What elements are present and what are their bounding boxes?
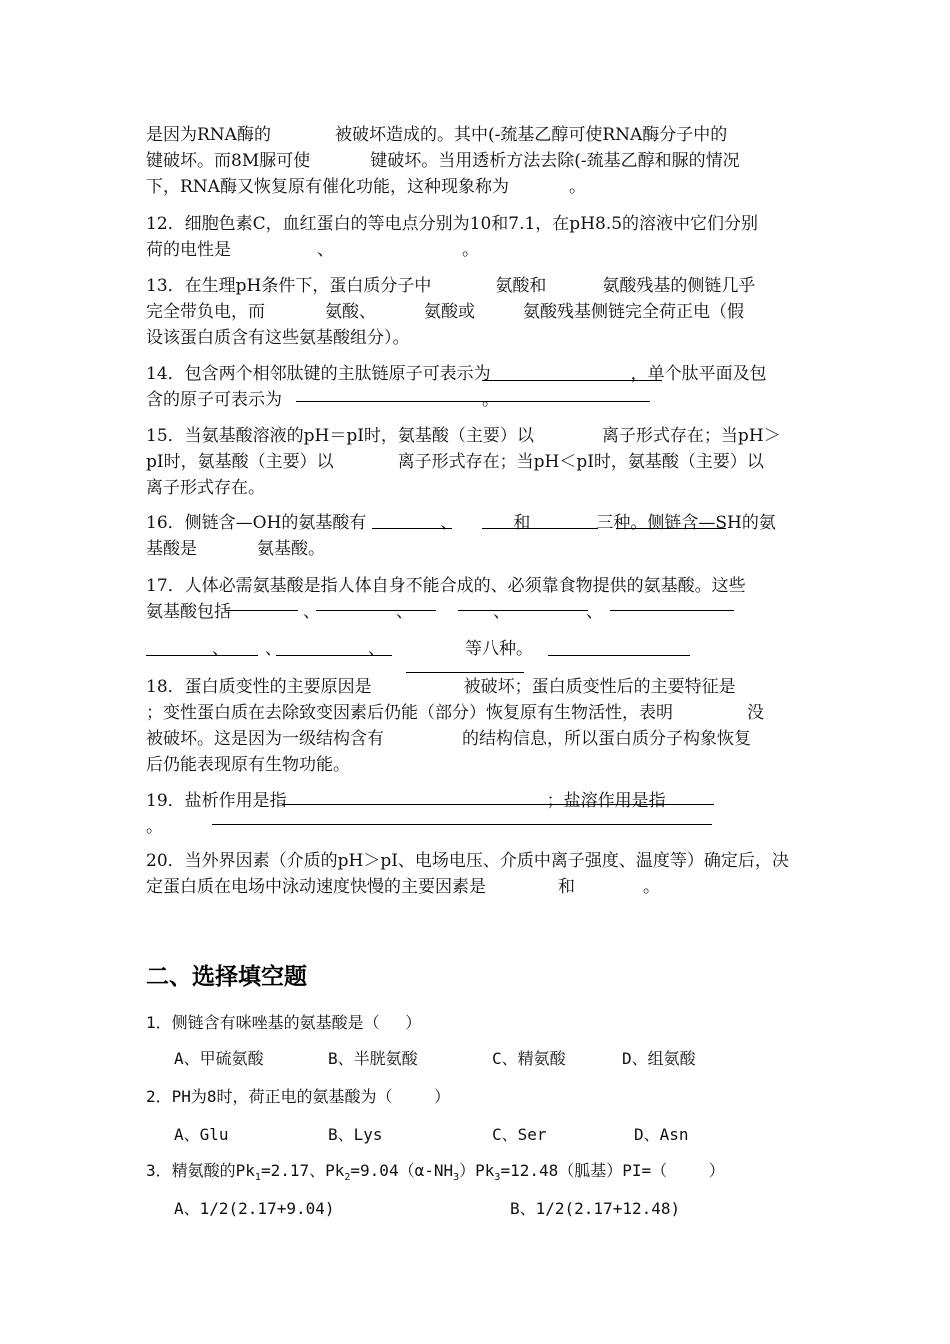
q18-line-2: ；变性蛋白质在去除致变因素后仍能（部分）恢复原有生物活性，表明 没 [146, 703, 764, 723]
q17-line-2: 氨基酸包括 、 、 、 、 [146, 602, 603, 622]
q17-line-1: 17．人体必需氨基酸是指人体自身不能合成的、必须靠食物提供的氨基酸。这些 [146, 576, 746, 596]
mc-q3-opt-b[interactable]: B、1/2(2.17+12.48) [510, 1199, 681, 1218]
q19-line-2: 。 [146, 817, 163, 837]
q13-line-2: 完全带负电，而 氨酸、 氨酸或 氨酸残基侧链完全荷正电（假 [146, 302, 744, 322]
q16-line-2: 基酸是 氨基酸。 [146, 539, 325, 559]
q11-line-1: 是因为RNA酶的 被破坏造成的。其中(-巯基乙醇可使RNA酶分子中的 [146, 125, 728, 145]
q14-line-1: 14．包含两个相邻肽键的主肽链原子可表示为 ，单个肽平面及包 [146, 364, 767, 384]
q15-line-1: 15．当氨基酸溶液的pH＝pI时，氨基酸（主要）以 离子形式存在；当pH＞ [146, 426, 781, 446]
mc-q3-opt-a[interactable]: A、1/2(2.17+9.04) [174, 1199, 335, 1218]
q19-blank-1 [282, 804, 714, 805]
mc-q1-opt-c[interactable]: C、精氨酸 [492, 1049, 566, 1068]
q11-line-2: 键破坏。而8M脲可使 键破坏。当用透析方法去除(-巯基乙醇和脲的情况 [146, 151, 740, 171]
q16-blank-1 [372, 528, 452, 529]
q16-line-1: 16．侧链含—OH的氨基酸有 、 和 三种。侧链含—SH的氨 [146, 513, 776, 533]
mc-q2-opt-d[interactable]: D、Asn [634, 1125, 689, 1144]
section-title: 二、选择填空题 [146, 964, 307, 990]
mc-q2-opt-b[interactable]: B、Lys [328, 1125, 383, 1144]
q19-line-1: 19．盐析作用是指 ；盐溶作用是指 [146, 791, 666, 811]
q16-blank-3 [616, 528, 726, 529]
q17-blank-7 [548, 655, 690, 656]
mc-q1: 1．侧链含有咪唑基的氨基酸是（ ） [146, 1013, 422, 1032]
q20-line-1: 20．当外界因素（介质的pH＞pI、电场电压、介质中离子强度、温度等）确定后，决 [146, 851, 789, 871]
q12-line-1: 12．细胞色素C，血红蛋白的等电点分别为10和7.1，在pH8.5的溶液中它们分别 [146, 214, 759, 234]
q18-line-3: 被破坏。这是因为一级结构含有 的结构信息，所以蛋白质分子构象恢复 [146, 729, 751, 749]
q17-blank-1 [226, 610, 298, 611]
q17-blank-5 [146, 655, 258, 656]
q12-line-2: 荷的电性是 、 。 [146, 240, 479, 260]
q17-blank-3 [458, 610, 588, 611]
q17-blank-8 [406, 672, 524, 673]
q20-line-2: 定蛋白质在电场中泳动速度快慢的主要因素是 和 。 [146, 877, 660, 897]
q13-line-1: 13．在生理pH条件下，蛋白质分子中 氨酸和 氨酸残基的侧链几乎 [146, 276, 756, 296]
q11-line-3: 下，RNA酶又恢复原有催化功能，这种现象称为 。 [146, 177, 586, 197]
q14-line-2: 含的原子可表示为 。 [146, 390, 499, 410]
q15-line-3: 离子形式存在。 [146, 478, 265, 498]
q14-blank-1 [482, 380, 662, 381]
mc-q2-opt-c[interactable]: C、Ser [492, 1125, 547, 1144]
mc-q1-opt-d[interactable]: D、组氨酸 [622, 1049, 696, 1068]
q17-blank-2 [316, 610, 436, 611]
mc-q1-opt-a[interactable]: A、甲硫氨酸 [174, 1049, 264, 1068]
mc-q2-opt-a[interactable]: A、Glu [174, 1125, 229, 1144]
q16-blank-2 [482, 528, 598, 529]
q13-line-3: 设该蛋白质含有这些氨基酸组分）。 [146, 328, 410, 348]
q18-line-1: 18．蛋白质变性的主要原因是 被破坏；蛋白质变性后的主要特征是 [146, 677, 736, 697]
q18-line-4: 后仍能表现原有生物功能。 [146, 755, 350, 775]
q17-line-3: 、 、 、 等八种。 [212, 639, 533, 659]
q15-line-2: pI时，氨基酸（主要）以 离子形式存在；当pH＜pI时，氨基酸（主要）以 [146, 452, 764, 472]
mc-q3: 3．精氨酸的$Pk_1=2.17$、$Pk_2=9.04(\alpha-NH_3)Pk_3=12.48$（胍基）PI=（ ） [146, 1161, 725, 1184]
mc-q2: 2．PH为8时，荷正电的氨基酸为（ ） [146, 1087, 451, 1106]
q14-blank-2 [296, 401, 650, 402]
q17-blank-6 [276, 655, 392, 656]
q17-blank-4 [610, 610, 734, 611]
mc-q1-opt-b[interactable]: B、半胱氨酸 [328, 1049, 418, 1068]
q19-blank-2 [212, 824, 712, 825]
